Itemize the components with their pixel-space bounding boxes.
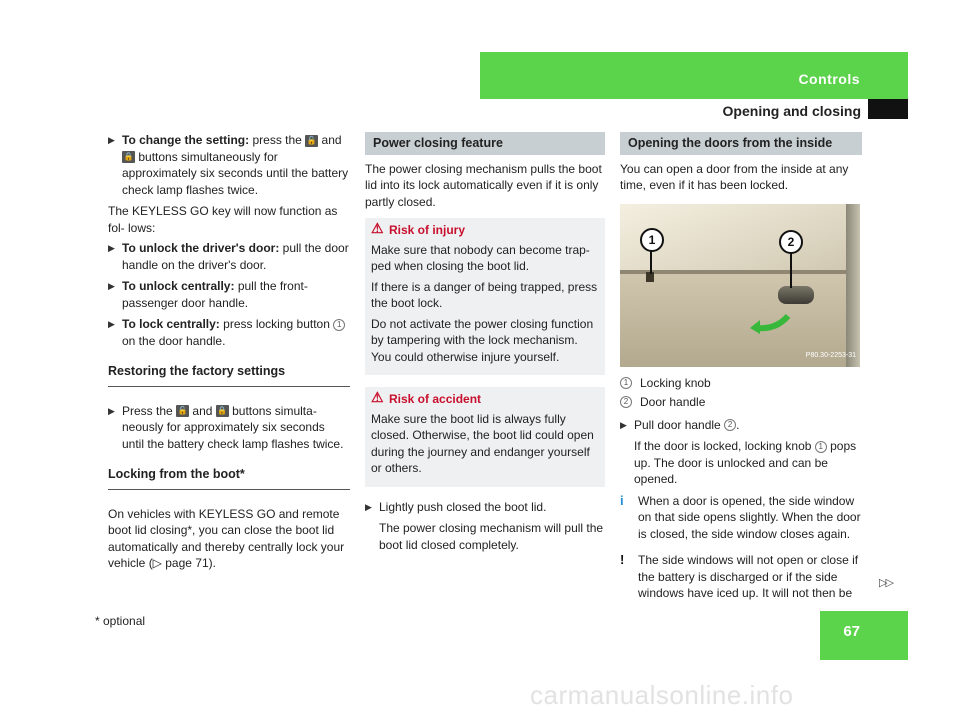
bullet-label: To unlock the driver's door: [122,241,280,255]
list-item [620,417,862,434]
section-heading: Power closing feature [365,132,605,155]
pull-arrow-icon [748,312,792,334]
callout-1: 1 [640,228,664,252]
footnote: * optional [95,614,146,628]
bullet-subtext: The power closing mechanism will pull the boot lid closed completely. [379,521,604,552]
lock-key-icon: 🔒 [123,152,134,162]
callout-2: 2 [779,230,803,254]
list-item [108,316,350,349]
bullet-arrow-icon: ▶ [108,135,115,145]
lock-key-icon: 🔒 [217,406,228,416]
bullet-text: pops up. The door is unlocked and can be opened. [634,439,857,486]
warning-text: Make sure that nobody can become trap- ped when closing the boot lid. [371,242,590,273]
paragraph: On vehicles with KEYLESS GO and remote boot lid closing*, you can close the boot lid automatically and thereby centrally lock your vehicle (▷ page 71). [108,506,345,570]
callout-1: 1 [620,377,632,389]
warning-text: If there is a danger of being trapped, press the boot lock. [371,279,598,310]
bullet-label: To change the setting: [122,133,250,147]
warning-title [371,391,599,408]
callout-2: 2 [724,419,736,431]
bullet-text: . [736,417,740,432]
bullet-label: To unlock centrally: [122,279,235,293]
bullet-arrow-icon: ▶ [620,419,627,430]
warning-text: Do not activate the power closing function by tampering with the lock mechanism. You could otherwise injure yourself. [371,316,594,364]
watermark: carmanualsonline.info [530,680,794,710]
bullet-text: buttons simultaneously for approximately six seconds until the battery check lamp flashes twice. [122,149,349,197]
callout-2: 2 [620,396,632,408]
warning-title-text: Risk of accident [389,392,482,406]
list-item [108,240,350,273]
paragraph: The KEYLESS GO key will now function as fol- lows: [108,204,338,235]
callout-line [790,250,792,288]
legend-item [620,375,862,392]
page-number: 67 [843,623,860,640]
chapter-tab [480,52,908,99]
bullet-label: To lock centrally: [122,317,220,331]
bullet-text: press the [252,133,302,147]
section-heading: Opening the doors from the inside [620,132,862,155]
bullet-text: If the door is locked, locking knob [634,439,812,453]
bullet-arrow-icon: ▶ [108,319,115,329]
door-interior-photo [620,204,860,367]
bullet-text: Pull door handle [634,417,721,432]
warning-box [365,387,605,487]
bullet-text: and [321,133,342,147]
info-note [620,493,862,543]
section-marker [868,99,908,119]
page-number-box [820,611,908,660]
photo-frame [846,204,860,367]
paragraph: The power closing mechanism pulls the boot lid into its lock automatically even if it is only partly closed. [365,161,602,209]
legend-item [620,394,862,411]
warning-text: Make sure the boot lid is always fully closed. Otherwise, the boot lid could open during the journey and endanger yourself or others. [371,411,594,475]
bullet-text: buttons simulta- neously for approximately six seconds until the battery check lamp flashes twice. [122,403,344,451]
callout-1: 1 [333,319,345,331]
photo-code: P80.30-2253-31 [805,352,856,359]
list-item [108,403,350,453]
bullet-arrow-icon: ▶ [108,405,115,416]
bullet-text: Press the [122,403,173,418]
continue-marker: ▷▷ [879,577,892,589]
warning-title [371,222,599,239]
bullet-text: pull the front- passenger door handle. [122,279,308,310]
list-item [108,278,350,311]
caution-note [620,552,862,602]
column-1 [108,132,350,576]
section-heading: Locking from the boot* [108,466,350,490]
warning-box [365,218,605,375]
warning-triangle-icon: ⚠ [371,220,384,236]
bullet-subtext [620,438,862,488]
note-text: The side windows will not open or close if the battery is discharged or if the side windows have iced up. It will not then be [638,553,859,600]
column-2 [365,132,605,558]
unlock-key-icon: 🔓 [306,135,317,145]
bullet-text: on the door handle. [122,333,226,348]
list-item [365,499,605,516]
warning-title-text: Risk of injury [389,223,466,237]
door-handle [778,286,814,304]
bullet-arrow-icon: ▶ [108,243,115,253]
section-title: Opening and closing [722,103,861,119]
bullet-text: pull the door handle on the driver's door. [122,241,349,272]
chapter-title: Controls [798,71,860,87]
callout-1: 1 [815,441,827,453]
list-item [108,132,350,198]
section-heading: Restoring the factory settings [108,363,350,387]
note-text: When a door is opened, the side window on that side opens slightly. When the door is closed, the side window closes again. [638,493,861,541]
column-3 [620,132,862,612]
legend-text: Door handle [640,395,706,409]
bullet-text: and [192,403,213,418]
paragraph: You can open a door from the inside at any time, even if it has been locked. [620,161,849,192]
bullet-arrow-icon: ▶ [108,281,115,291]
info-icon: i [620,492,624,508]
bullet-text: Lightly push closed the boot lid. [379,499,547,514]
unlock-key-icon: 🔓 [177,406,188,416]
warning-triangle-icon: ⚠ [371,389,384,405]
bullet-text: press locking button [223,317,330,331]
legend-text: Locking knob [640,375,711,390]
exclamation-icon: ! [620,552,625,567]
bullet-arrow-icon: ▶ [365,501,372,512]
